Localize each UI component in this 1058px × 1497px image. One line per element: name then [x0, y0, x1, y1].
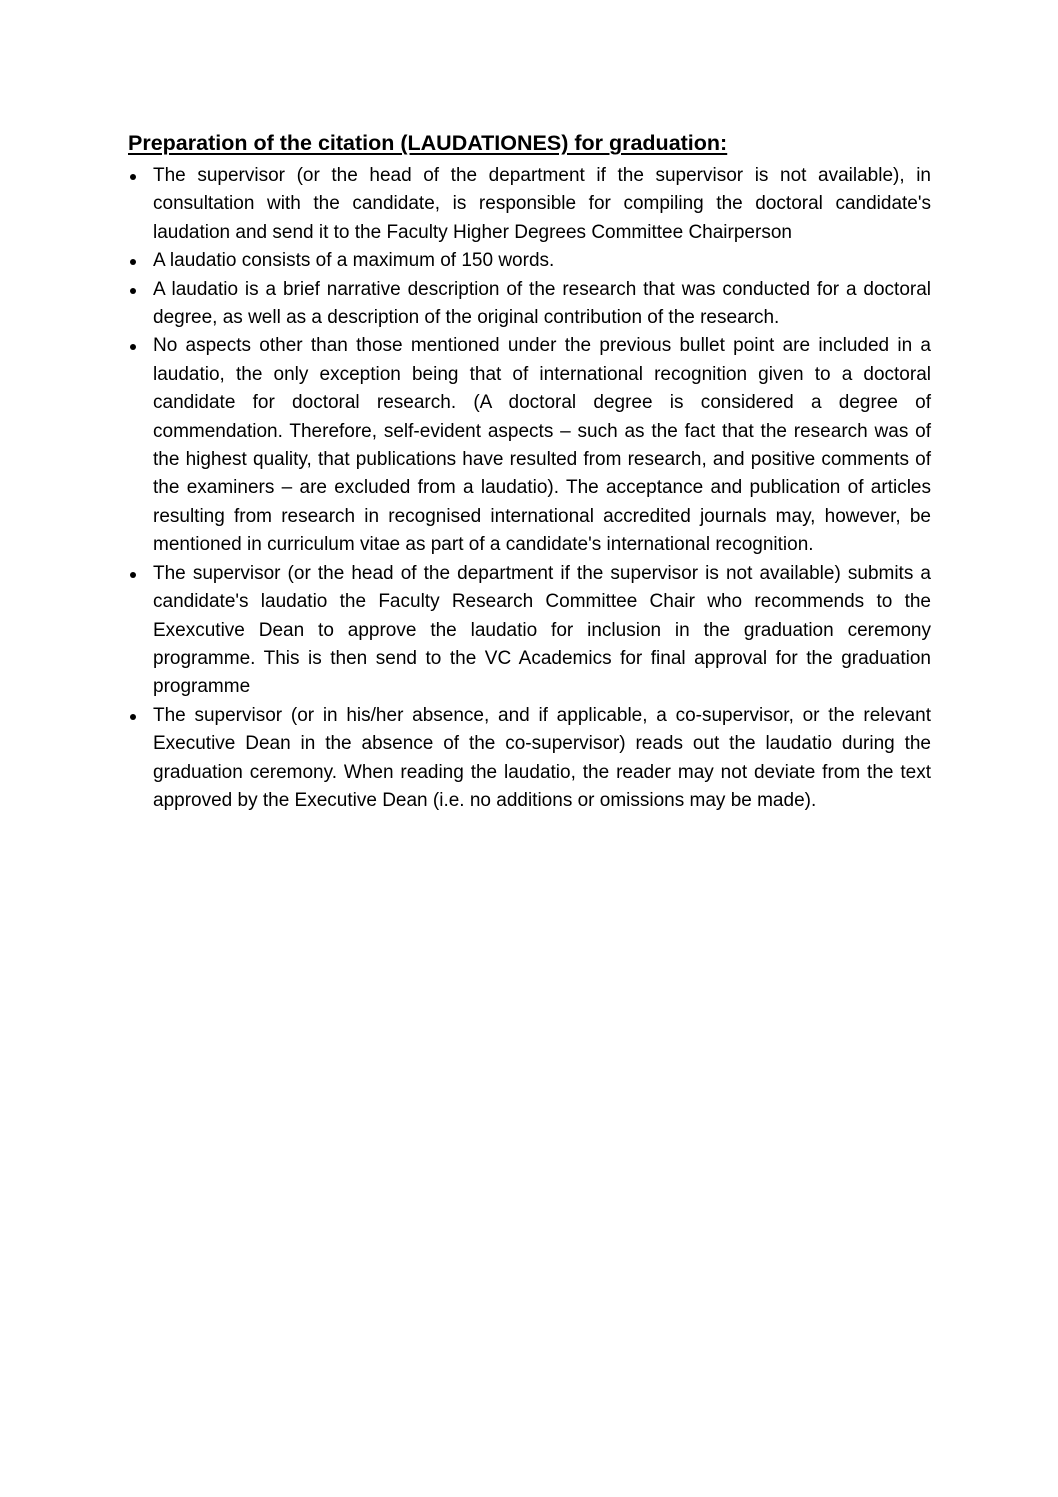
- bullet-icon: [130, 714, 136, 720]
- page-title: Preparation of the citation (LAUDATIONES) for graduation:: [128, 131, 728, 155]
- bullet-icon: [130, 572, 136, 578]
- list-item-text: A laudatio is a brief narrative description of the research that was conducted for a doctoral degree, as well as a description of the original contribution of the research.: [153, 278, 931, 329]
- list-item: [153, 162, 931, 247]
- list-item-text: The supervisor (or the head of the department if the supervisor is not available), in consultation with the candidate, is responsible for compiling the doctoral candidate's laudation and send it to the Faculty Higher Degrees Committee Chairperson: [153, 165, 931, 243]
- bullet-icon: [130, 174, 136, 180]
- list-item: [153, 332, 931, 559]
- list-item: [153, 560, 931, 702]
- bullet-icon: [130, 259, 136, 265]
- bullet-icon: [130, 288, 136, 294]
- bullet-list: [153, 162, 931, 815]
- list-item: [153, 702, 931, 816]
- list-item-text: The supervisor (or in his/her absence, and if applicable, a co-supervisor, or the relevant Executive Dean in the absence of the co-supervisor) reads out the laudatio during the graduation ceremony. When reading the laudatio, the reader may not deviate from the text approved by the Executive Dean (i.e. no additions or omissions may be made).: [153, 704, 931, 811]
- list-item-text: The supervisor (or the head of the department if the supervisor is not available) submits a candidate's laudatio the Faculty Research Committee Chair who recommends to the Exexcutive Dean to approve the laudatio for inclusion in the graduation ceremony programme. This is then send to the VC Academics for final approval for the graduation programme: [153, 562, 931, 698]
- list-item-text: A laudatio consists of a maximum of 150 words.: [153, 250, 555, 272]
- list-item: [153, 247, 931, 275]
- list-item-text: No aspects other than those mentioned under the previous bullet point are included in a laudatio, the only exception being that of international recognition given to a doctoral candidate for doctoral research. (A doctoral degree is considered a degree of commendation. Therefore, self-evident aspects – such as the fact that the research was of the highest quality, that publications have resulted from research, and positive comments of the examiners – are excluded from a laudatio). The acceptance and publication of articles resulting from research in recognised international accredited journals may, however, be mentioned in curriculum vitae as part of a candidate's international recognition.: [153, 335, 931, 556]
- bullet-icon: [130, 344, 136, 350]
- list-item: [153, 276, 931, 333]
